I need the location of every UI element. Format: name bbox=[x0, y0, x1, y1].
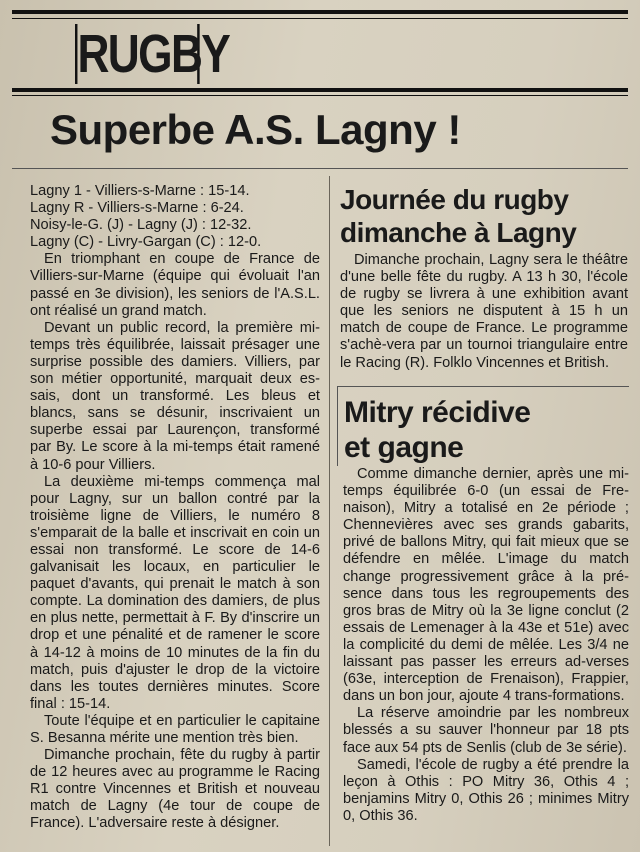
article2-title-line: dimanche à Lagny bbox=[340, 217, 577, 248]
section-kicker: RUGBY bbox=[75, 24, 200, 84]
article2-body bbox=[340, 252, 628, 372]
paragraph: La réserve amoindrie par les nombreux blessés a su sauver l'honneur par 18 pts face aux 54 pts de Senlis (club de 3e série). bbox=[343, 705, 629, 756]
paragraph: En triomphant en coupe de France de Villiers-sur-Marne (équipe qui évoluait l'an passé en 3e division), les seniors de l'A.S.L. ont réalisé un grand match. bbox=[30, 251, 320, 319]
article3-body bbox=[343, 466, 629, 825]
paragraph: Comme dimanche dernier, après une mi-temps équilibrée 6-0 (un essai de Fre-naison), Mitry a totalisé en 2e période ; Chennevières avec ses grands gabarits, privé de ballons Mitry, qui fait mieux que se défendre en mêlée. L'image du match change progressivement grâce à la pré-sence dans tous les regroupements des gros bras de Mitry où la 3e ligne conclut (2 essais de Lemenager à la 43e et 51e) avec la complicité du demi de mêlée. Les 3/4 ne laissant pas passer les erreurs ad-verses (63e, interception de Frenaison), Frappier, dans un bon jour, ajoute 4 trans-formations. bbox=[343, 466, 629, 705]
left-article bbox=[30, 183, 320, 833]
paragraph: Dimanche prochain, Lagny sera le théâtre d'une belle fête du rugby. A 13 h 30, l'école de rugby se livrera à une exhibition avant que les seniors ne disputent à 15 h un match de coupe de France. Le programme s'achè-vera par un tournoi triangulaire entre le Racing (R). Folklo Vincennes et British. bbox=[340, 252, 628, 371]
score-line: Lagny 1 - Villiers-s-Marne : 15-14. bbox=[30, 183, 250, 199]
headline-rule bbox=[12, 168, 628, 169]
article2-title bbox=[340, 183, 630, 249]
paragraph: Dimanche prochain, fête du rugby à partir de 12 heures avec au programme le Racing R1 contre Vincennes et British et nouveau match de Lagny (4e tour de coupe de France). L'adversaire reste à désigner. bbox=[30, 747, 320, 832]
paragraph: Toute l'équipe et en particulier le capitaine S. Besanna mérite une mention très bien. bbox=[30, 712, 320, 746]
paragraph: La deuxième mi-temps commença mal pour Lagny, sur un ballon contré par la troisième ligne de Villiers, le numéro 8 s'emparait de la balle et inscrivait en coin un essai non transformé. Le score de 14-6 galvanisait les locaux, en particulier le paquet d'avants, qui prenait le match à son compte. La domination des damiers, de plus en plus nette, permettait à F. By d'inscrire un drop et une pénalité et de ramener le score à 14-12 à moins de 10 minutes de la fin du match, puis d'ajuster le drop de la victoire dans les toutes dernières minutes. Score final : 15-14. bbox=[30, 473, 320, 712]
article2-title-line: Journée du rugby bbox=[340, 184, 569, 215]
top-thin-rule bbox=[12, 18, 628, 19]
article3-title bbox=[344, 395, 624, 465]
top-rule bbox=[12, 10, 628, 14]
article3-box-left bbox=[337, 386, 338, 466]
score-line: Lagny (C) - Livry-Gargan (C) : 12-0. bbox=[30, 234, 262, 251]
article3-title-line: Mitry récidive bbox=[344, 396, 531, 429]
paragraph: Samedi, l'école de rugby a été prendre la leçon à Othis : PO Mitry 36, Othis 4 ; benjamins Mitry 0, Othis 26 ; minimes Mitry 0, Othis 36. bbox=[343, 756, 629, 824]
score-line: Lagny R - Villiers-s-Marne : 6-24. bbox=[30, 200, 244, 217]
article3-title-line: et gagne bbox=[344, 431, 464, 464]
score-line: Noisy-le-G. (J) - Lagny (J) : 12-32. bbox=[30, 217, 252, 234]
paragraph: Devant un public record, la première mi-temps très équilibrée, laissait présager une surprise possible des damiers. Villiers, par son métier opportunité, marquait deux es-sais, dont un transformé. Les bleus et blancs, sans se désunir, inscrivaient un superbe essai par Laurençon, transformé par By. Le score à la mi-temps était ramené à 10-6 pour Villiers. bbox=[30, 319, 320, 473]
section-thin-rule bbox=[12, 95, 628, 96]
article3-rule bbox=[337, 386, 629, 387]
column-divider bbox=[329, 176, 330, 846]
section-rule bbox=[12, 88, 628, 92]
headline: Superbe A.S. Lagny ! bbox=[50, 106, 461, 153]
